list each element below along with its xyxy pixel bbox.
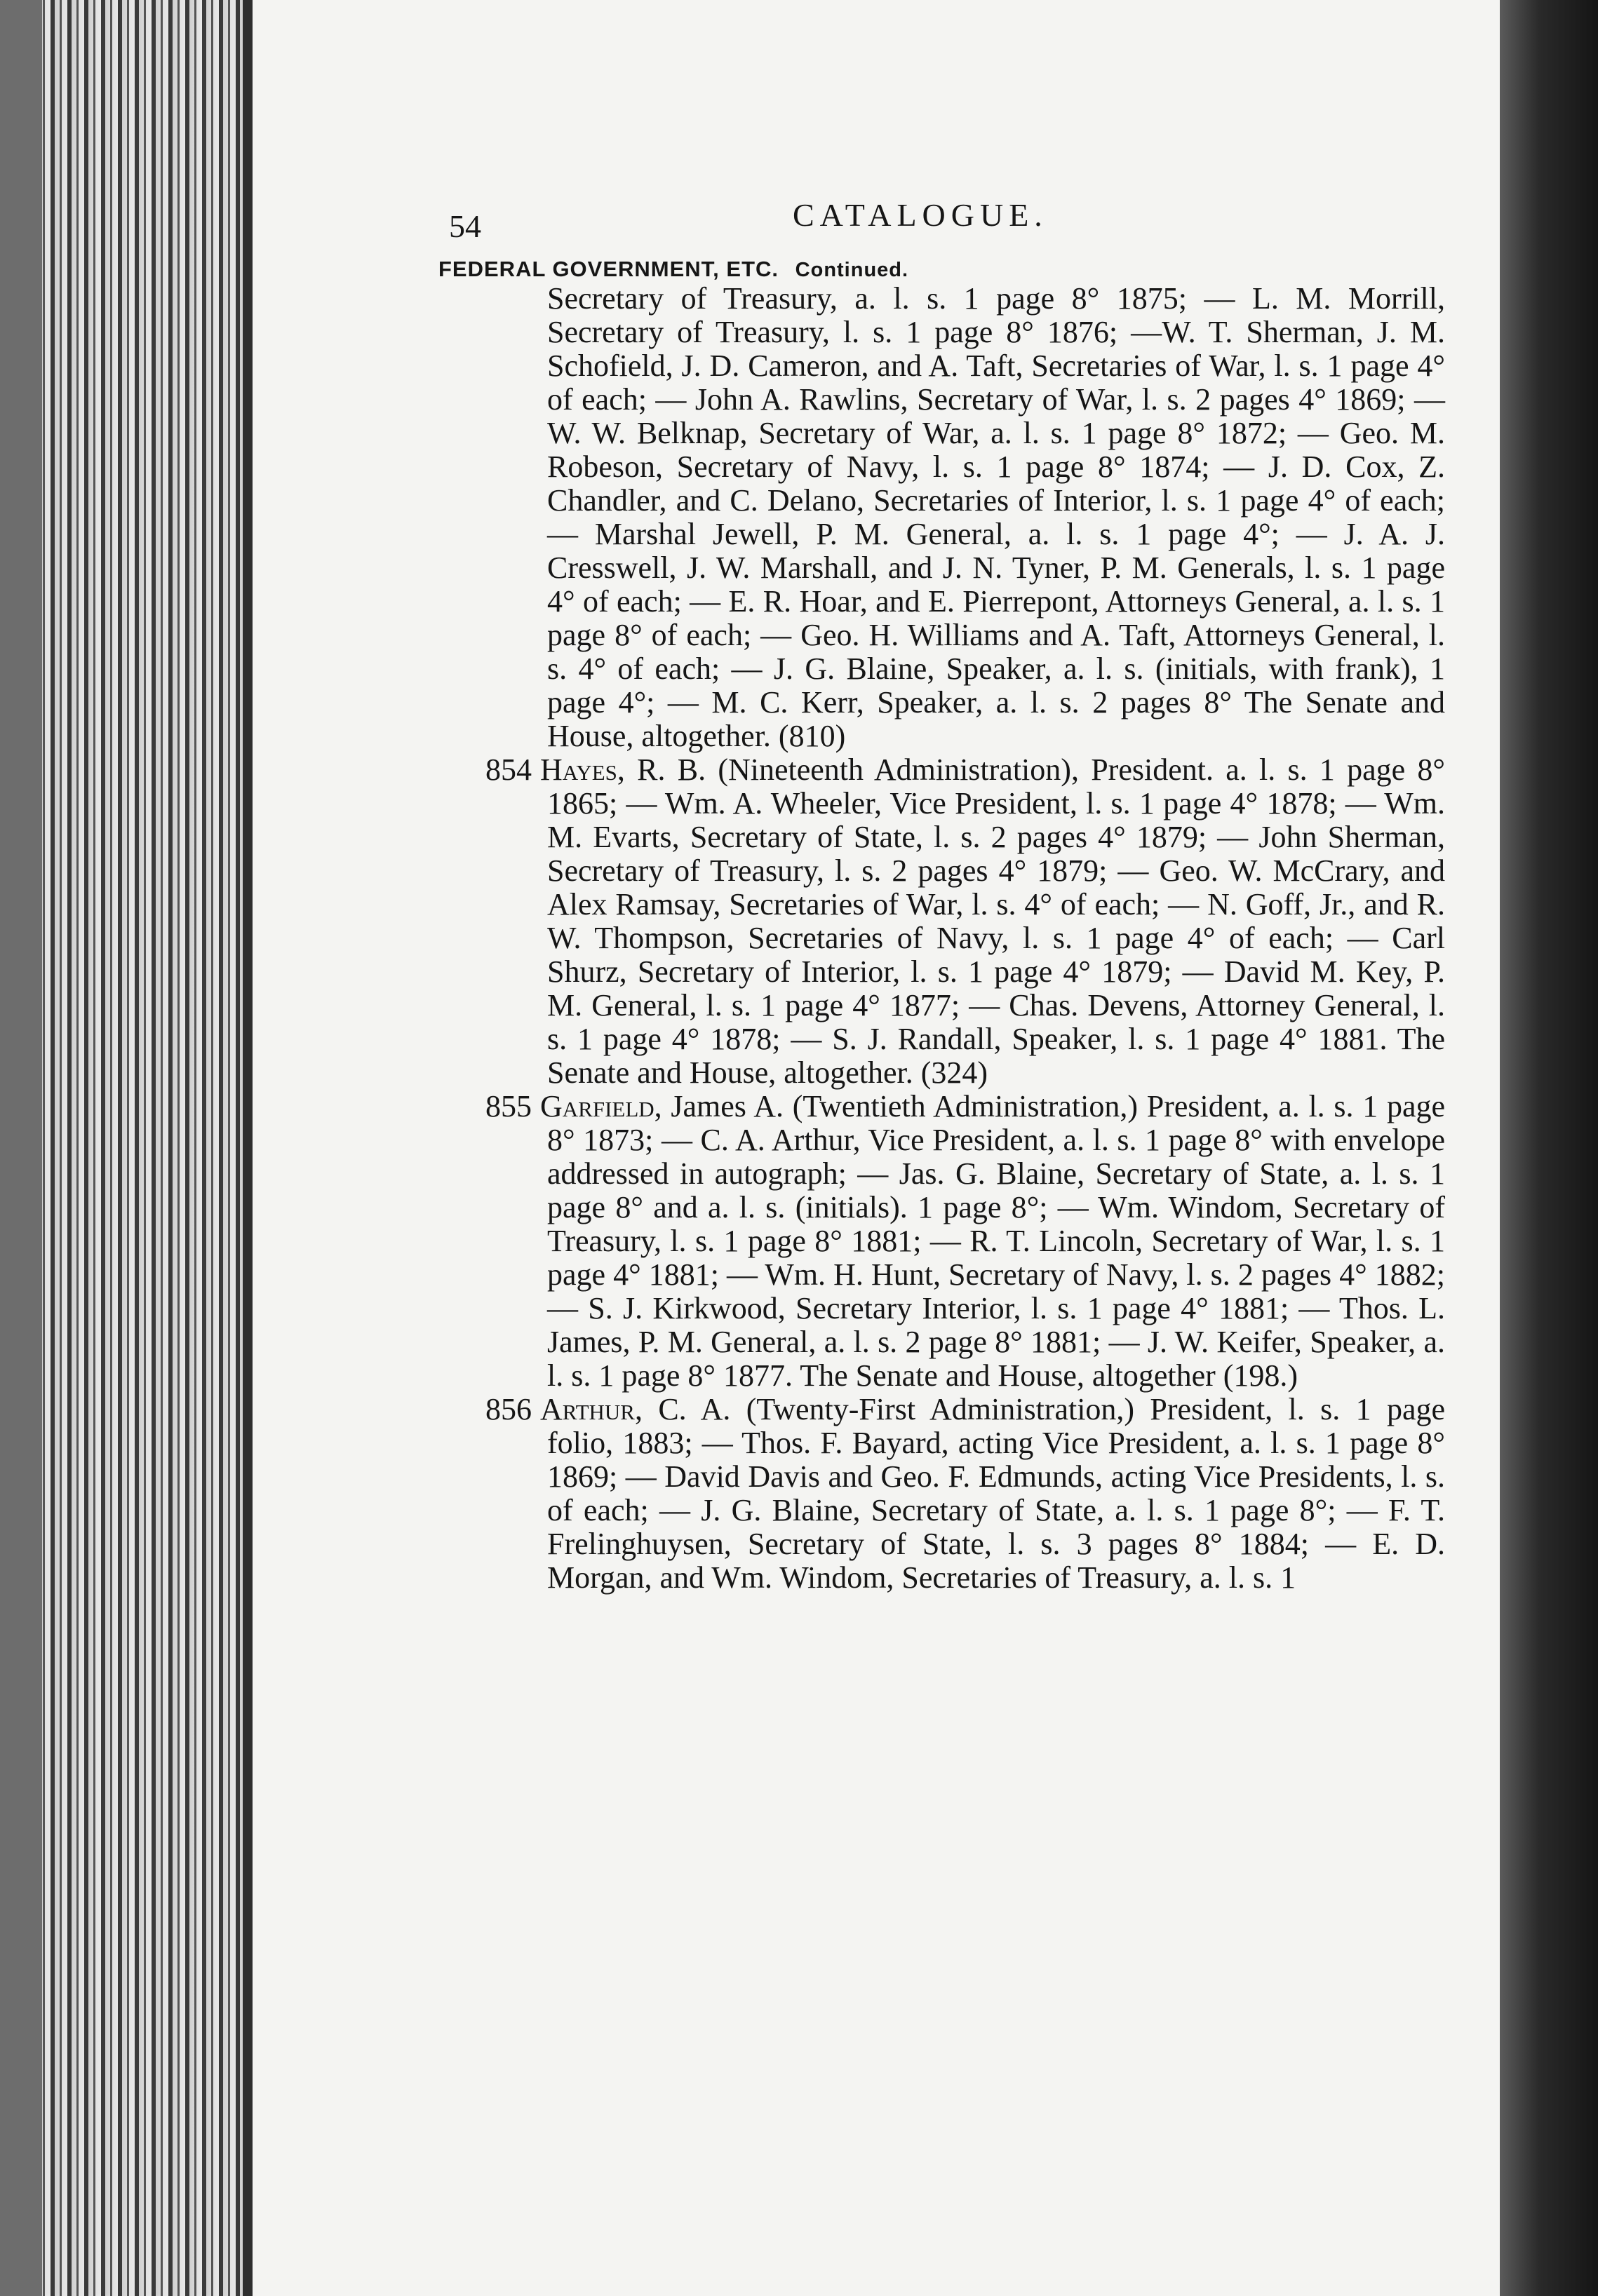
- entry-name: Arthur: [540, 1392, 635, 1426]
- entry-text: Secretary of Treasury, a. l. s. 1 page 8° 1875; — L. M. Morrill, Secretary of Treasury, l. s. 1 page 8° 1876; —W. T. Sherman, J. M. Schofield, J. D. Cameron, and A. Taft, Secretaries of War, l. s. 1 page 4° of each; — John A. Rawlins, Secretary of War, l. s. 2 pages 4° 1869; — W. W. Belknap, Secretary of War, a. l. s. 1 page 8° 1872; — Geo. M. Robeson, Secretary of Navy, l. s. 1 page 8° 1874; — J. D. Cox, Z. Chandler, and C. Delano, Secretaries of Interior, l. s. 1 page 4° of each; — Marshal Jewell, P. M. General, a. l. s. 1 page 4°; — J. A. J. Cresswell, J. W. Marshall, and J. N. Tyner, P. M. Generals, l. s. 1 page 4° of each; — E. R. Hoar, and E. Pierrepont, Attorneys General, a. l. s. 1 page 8° of each; — Geo. H. Williams and A. Taft, Attorneys General, l. s. 4° of each; — J. G. Blaine, Speaker, a. l. s. (initials, with frank), 1 page 4°; — M. C. Kerr, Speaker, a. l. s. 2 pages 8° The Senate and House, altogether. (810): [547, 281, 1445, 753]
- page-header: [449, 196, 1445, 252]
- list-item: [449, 1393, 1445, 1595]
- running-title: CATALOGUE.: [793, 197, 1048, 233]
- entry-text: , James A. (Twentieth Administration,) President, a. l. s. 1 page 8° 1873; — C. A. Arthur, Vice President, a. l. s. 1 page 8° with envelope addressed in autograph; — Jas. G. Blaine, Secretary of State, a. l. s. 1 page 8° and a. l. s. (initials). 1 page 8°; — Wm. Windom, Secretary of Treasury, l. s. 1 page 8° 1881; — R. T. Lincoln, Secretary of War, l. s. 1 page 4° 1881; — Wm. H. Hunt, Secretary of Navy, l. s. 2 pages 4° 1882; — S. J. Kirkwood, Secretary Interior, l. s. 1 page 4° 1881; — Thos. L. James, P. M. General, a. l. s. 2 page 8° 1881; — J. W. Keifer, Speaker, a. l. s. 1 page 8° 1877. The Senate and House, altogether (198.): [547, 1089, 1445, 1393]
- section-heading-text: FEDERAL GOVERNMENT, ETC.: [438, 257, 779, 281]
- book-page-edges: [0, 0, 253, 2296]
- page-content: [438, 196, 1445, 1595]
- section-heading-suffix: Continued.: [795, 259, 909, 281]
- list-item: [449, 1090, 1445, 1393]
- lot-number: 854: [485, 752, 532, 787]
- entry-name: Garfield: [540, 1089, 654, 1123]
- list-item: [449, 282, 1445, 753]
- entry-name: Hayes: [540, 752, 617, 787]
- lot-number: 855: [485, 1089, 532, 1123]
- entry-text: , C. A. (Twenty-First Administration,) President, l. s. 1 page folio, 1883; — Thos. F. Bayard, acting Vice President, a. l. s. 1 page 8° 1869; — David Davis and Geo. F. Edmunds, acting Vice Presidents, l. s. of each; — J. G. Blaine, Secretary of State, a. l. s. 1 page 8°; — F. T. Frelinghuysen, Secretary of State, l. s. 3 pages 8° 1884; — E. D. Morgan, and Wm. Windom, Secretaries of Treasury, a. l. s. 1: [547, 1392, 1445, 1595]
- catalogue-page: [253, 0, 1500, 2296]
- entry-text: , R. B. (Nineteenth Administration), President. a. l. s. 1 page 8° 1865; — Wm. A. Wheeler, Vice President, l. s. 1 page 4° 1878; — Wm. M. Evarts, Secretary of State, l. s. 2 pages 4° 1879; — John Sherman, Secretary of Treasury, l. s. 2 pages 4° 1879; — Geo. W. McCrary, and Alex Ramsay, Secretaries of War, l. s. 4° of each; — N. Goff, Jr., and R. W. Thompson, Secretaries of Navy, l. s. 1 page 4° of each; — Carl Shurz, Secretary of Interior, l. s. 1 page 4° 1879; — David M. Key, P. M. General, l. s. 1 page 4° 1877; — Chas. Devens, Attorney General, l. s. 1 page 4° 1878; — S. J. Randall, Speaker, l. s. 1 page 4° 1881. The Senate and House, altogether. (324): [547, 752, 1445, 1090]
- section-heading: [438, 257, 1445, 282]
- book-right-edge: [1500, 0, 1598, 2296]
- lot-number: 856: [485, 1392, 532, 1426]
- list-item: [449, 753, 1445, 1090]
- page-number: 54: [449, 208, 481, 244]
